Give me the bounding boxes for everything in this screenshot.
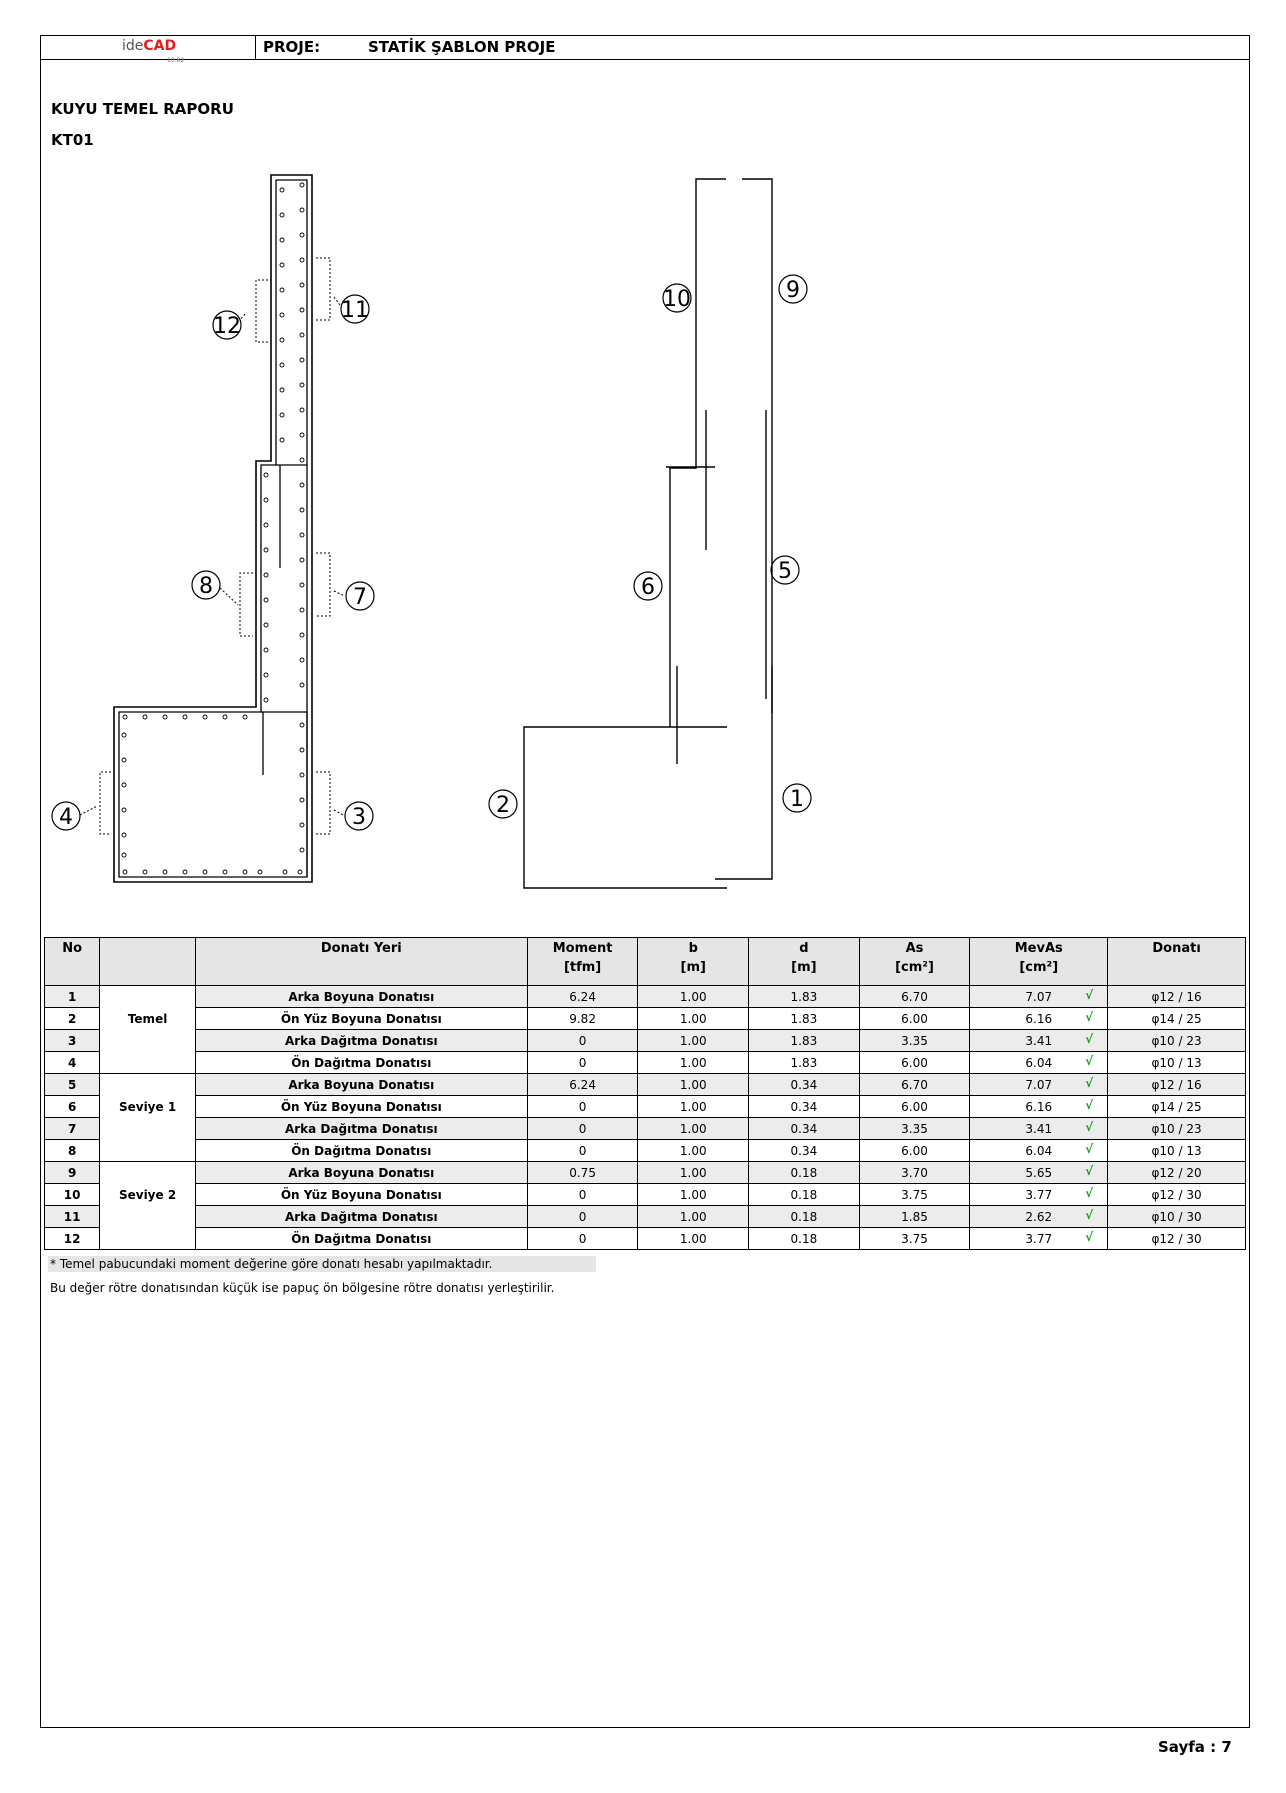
cell-b: 1.00 (638, 1030, 749, 1052)
table-row (45, 1052, 1246, 1074)
cell-no: 2 (45, 1008, 100, 1030)
cell-mevas (970, 1206, 1108, 1228)
col-mevas: MevAs [cm²] (970, 938, 1108, 986)
reinforcement-table (44, 937, 1246, 1250)
cell-b: 1.00 (638, 1140, 749, 1162)
cell-as: 6.00 (859, 1052, 970, 1074)
cell-b: 1.00 (638, 1052, 749, 1074)
check-icon: √ (1085, 1076, 1094, 1090)
elevation-label-10: 10 (663, 287, 691, 312)
cell-as: 3.75 (859, 1228, 970, 1250)
cell-yer: Arka Boyuna Donatısı (195, 1162, 527, 1184)
table-row (45, 1228, 1246, 1250)
table-row (45, 1206, 1246, 1228)
cell-donati: φ10 / 23 (1108, 1030, 1246, 1052)
rebar-dots (122, 183, 304, 874)
table-row (45, 1008, 1246, 1030)
cell-as: 3.35 (859, 1118, 970, 1140)
check-icon: √ (1085, 1032, 1094, 1046)
check-icon: √ (1085, 1208, 1094, 1222)
section-label-3: 3 (352, 805, 366, 830)
cell-group (100, 1030, 196, 1052)
mevas-value: 6.04 (1025, 1055, 1053, 1070)
cell-d: 0.34 (749, 1096, 860, 1118)
elevation-label-1: 1 (790, 787, 804, 812)
cell-moment: 0 (527, 1030, 638, 1052)
cell-donati: φ12 / 30 (1108, 1228, 1246, 1250)
section-callouts (52, 295, 374, 830)
cell-no: 7 (45, 1118, 100, 1140)
cell-donati: φ12 / 30 (1108, 1184, 1246, 1206)
mevas-value: 3.41 (1025, 1033, 1053, 1048)
mevas-value: 6.16 (1025, 1011, 1053, 1026)
cell-yer: Ön Yüz Boyuna Donatısı (195, 1008, 527, 1030)
mevas-value: 7.07 (1025, 1077, 1053, 1092)
table-row (45, 1118, 1246, 1140)
cell-yer: Ön Yüz Boyuna Donatısı (195, 1096, 527, 1118)
cell-group (100, 1228, 196, 1250)
cell-donati: φ12 / 16 (1108, 1074, 1246, 1096)
cell-yer: Arka Dağıtma Donatısı (195, 1118, 527, 1140)
cell-mevas (970, 1162, 1108, 1184)
cell-as: 6.00 (859, 1096, 970, 1118)
elevation-callouts (489, 275, 811, 818)
check-icon: √ (1085, 1142, 1094, 1156)
cell-as: 6.00 (859, 1140, 970, 1162)
cell-mevas (970, 986, 1108, 1008)
cell-moment: 0 (527, 1140, 638, 1162)
table-row (45, 1096, 1246, 1118)
check-icon: √ (1085, 1230, 1094, 1244)
section-label-12: 12 (213, 314, 241, 339)
cell-group: Temel (100, 1008, 196, 1030)
elevation-label-5: 5 (778, 559, 792, 584)
cell-donati: φ10 / 23 (1108, 1118, 1246, 1140)
cell-no: 4 (45, 1052, 100, 1074)
col-no: No (45, 938, 100, 986)
cell-b: 1.00 (638, 986, 749, 1008)
cell-no: 9 (45, 1162, 100, 1184)
cell-d: 1.83 (749, 1008, 860, 1030)
cell-donati: φ12 / 20 (1108, 1162, 1246, 1184)
cell-moment: 0 (527, 1118, 638, 1140)
mevas-value: 7.07 (1025, 989, 1053, 1004)
cell-moment: 9.82 (527, 1008, 638, 1030)
check-icon: √ (1085, 1010, 1094, 1024)
cell-b: 1.00 (638, 1074, 749, 1096)
note-moment: * Temel pabucundaki moment değerine göre donatı hesabı yapılmaktadır. (48, 1256, 596, 1272)
project-name: STATİK ŞABLON PROJE (368, 38, 556, 56)
report-code: KT01 (51, 131, 94, 149)
cell-b: 1.00 (638, 1008, 749, 1030)
elevation-view (524, 179, 772, 888)
cell-b: 1.00 (638, 1206, 749, 1228)
cell-yer: Arka Boyuna Donatısı (195, 986, 527, 1008)
cell-donati: φ10 / 30 (1108, 1206, 1246, 1228)
cell-b: 1.00 (638, 1228, 749, 1250)
cell-donati: φ14 / 25 (1108, 1008, 1246, 1030)
cell-donati: φ14 / 25 (1108, 1096, 1246, 1118)
cell-b: 1.00 (638, 1096, 749, 1118)
cell-moment: 0 (527, 1184, 638, 1206)
cell-as: 3.35 (859, 1030, 970, 1052)
project-label: PROJE: (263, 38, 321, 56)
cell-group: Seviye 2 (100, 1184, 196, 1206)
check-icon: √ (1085, 1186, 1094, 1200)
cell-mevas (970, 1228, 1108, 1250)
cell-mevas (970, 1096, 1108, 1118)
cell-no: 6 (45, 1096, 100, 1118)
cell-group (100, 1052, 196, 1074)
cell-yer: Ön Dağıtma Donatısı (195, 1228, 527, 1250)
cell-yer: Ön Dağıtma Donatısı (195, 1052, 527, 1074)
cell-no: 11 (45, 1206, 100, 1228)
mevas-value: 6.04 (1025, 1143, 1053, 1158)
cell-yer: Arka Boyuna Donatısı (195, 1074, 527, 1096)
cell-group (100, 1074, 196, 1096)
cell-yer: Arka Dağıtma Donatısı (195, 1030, 527, 1052)
mevas-value: 6.16 (1025, 1099, 1053, 1114)
col-d: d [m] (749, 938, 860, 986)
table-row (45, 986, 1246, 1008)
col-donati: Donatı (1108, 938, 1246, 986)
cell-group (100, 1118, 196, 1140)
cell-group (100, 1206, 196, 1228)
cell-no: 8 (45, 1140, 100, 1162)
cell-yer: Ön Dağıtma Donatısı (195, 1140, 527, 1162)
cell-group (100, 1162, 196, 1184)
cell-as: 3.75 (859, 1184, 970, 1206)
cell-as: 6.70 (859, 986, 970, 1008)
cell-mevas (970, 1140, 1108, 1162)
elevation-label-6: 6 (641, 575, 655, 600)
table-row (45, 1140, 1246, 1162)
cell-mevas (970, 1030, 1108, 1052)
cell-d: 0.34 (749, 1140, 860, 1162)
section-label-11: 11 (341, 298, 369, 323)
cell-no: 5 (45, 1074, 100, 1096)
cell-d: 0.18 (749, 1206, 860, 1228)
cell-d: 0.18 (749, 1162, 860, 1184)
cell-moment: 0 (527, 1228, 638, 1250)
cell-yer: Ön Yüz Boyuna Donatısı (195, 1184, 527, 1206)
table-body (45, 986, 1246, 1250)
cell-mevas (970, 1008, 1108, 1030)
cell-group (100, 1140, 196, 1162)
logo-brand: CAD (143, 38, 177, 54)
check-icon: √ (1085, 1164, 1094, 1178)
cell-no: 12 (45, 1228, 100, 1250)
check-icon: √ (1085, 988, 1094, 1002)
cell-mevas (970, 1184, 1108, 1206)
cell-d: 0.18 (749, 1184, 860, 1206)
cell-as: 6.00 (859, 1008, 970, 1030)
col-b: b [m] (638, 938, 749, 986)
elevation-label-9: 9 (786, 278, 800, 303)
col-yer: Donatı Yeri (195, 938, 527, 986)
cell-moment: 6.24 (527, 1074, 638, 1096)
cell-b: 1.00 (638, 1184, 749, 1206)
col-as: As [cm²] (859, 938, 970, 986)
cell-as: 3.70 (859, 1162, 970, 1184)
mevas-value: 5.65 (1025, 1165, 1053, 1180)
table-row (45, 1184, 1246, 1206)
mevas-value: 3.77 (1025, 1231, 1053, 1246)
mevas-value: 2.62 (1025, 1209, 1053, 1224)
cell-d: 0.34 (749, 1074, 860, 1096)
section-view (80, 175, 345, 882)
cell-b: 1.00 (638, 1162, 749, 1184)
cell-mevas (970, 1074, 1108, 1096)
cell-mevas (970, 1052, 1108, 1074)
mevas-value: 3.77 (1025, 1187, 1053, 1202)
check-icon: √ (1085, 1098, 1094, 1112)
cell-group: Seviye 1 (100, 1096, 196, 1118)
cell-as: 6.70 (859, 1074, 970, 1096)
report-title: KUYU TEMEL RAPORU (51, 100, 234, 118)
cell-d: 0.34 (749, 1118, 860, 1140)
cell-moment: 0 (527, 1206, 638, 1228)
section-label-8: 8 (199, 574, 213, 599)
cell-moment: 0 (527, 1096, 638, 1118)
note-shrinkage: Bu değer rötre donatısından küçük ise papuç ön bölgesine rötre donatısı yerleştirilir. (50, 1281, 555, 1295)
cell-d: 1.83 (749, 1030, 860, 1052)
cell-group (100, 986, 196, 1008)
cell-no: 10 (45, 1184, 100, 1206)
check-icon: √ (1085, 1120, 1094, 1134)
cell-donati: φ10 / 13 (1108, 1140, 1246, 1162)
table-row (45, 1162, 1246, 1184)
cell-moment: 0 (527, 1052, 638, 1074)
cell-b: 1.00 (638, 1118, 749, 1140)
cell-d: 0.18 (749, 1228, 860, 1250)
cell-d: 1.83 (749, 1052, 860, 1074)
logo-version: 10.82 (167, 57, 185, 64)
logo-prefix: ide (122, 38, 144, 54)
elevation-label-2: 2 (496, 793, 510, 818)
col-moment: Moment [tfm] (527, 938, 638, 986)
cell-d: 1.83 (749, 986, 860, 1008)
page-number: Sayfa : 7 (1158, 1738, 1232, 1756)
cell-moment: 6.24 (527, 986, 638, 1008)
col-group (100, 938, 196, 986)
cell-moment: 0.75 (527, 1162, 638, 1184)
section-label-4: 4 (59, 805, 73, 830)
cell-mevas (970, 1118, 1108, 1140)
mevas-value: 3.41 (1025, 1121, 1053, 1136)
cell-as: 1.85 (859, 1206, 970, 1228)
cell-no: 1 (45, 986, 100, 1008)
cell-donati: φ12 / 16 (1108, 986, 1246, 1008)
table-row (45, 1030, 1246, 1052)
cell-donati: φ10 / 13 (1108, 1052, 1246, 1074)
check-icon: √ (1085, 1054, 1094, 1068)
table-row (45, 1074, 1246, 1096)
section-label-7: 7 (353, 585, 367, 610)
cell-no: 3 (45, 1030, 100, 1052)
cell-yer: Arka Dağıtma Donatısı (195, 1206, 527, 1228)
